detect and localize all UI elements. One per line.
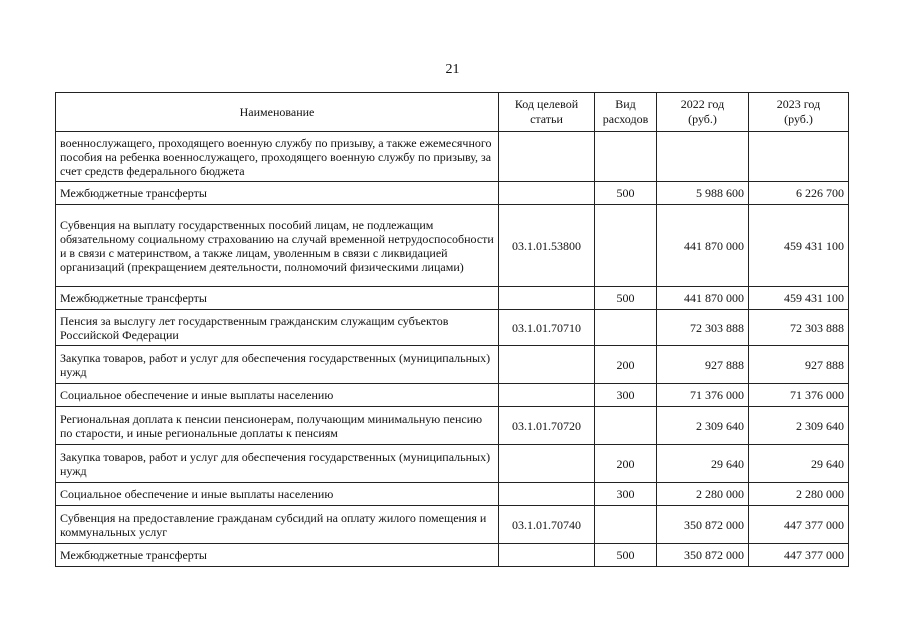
row-kind: 500 — [595, 544, 657, 567]
table-row — [56, 506, 849, 544]
row-code: 03.1.01.70710 — [499, 310, 595, 346]
row-name: Субвенция на предоставление гражданам субсидий на оплату жилого помещения и коммунальных услуг — [56, 506, 499, 544]
header-name: Наименование — [56, 93, 499, 132]
table-header-row — [56, 93, 849, 132]
row-2022: 350 872 000 — [657, 544, 749, 567]
row-name: Субвенция на выплату государственных пособий лицам, не подлежащим обязательному социальному страхованию на случай временной нетрудоспособности и в связи с материнством, а также лицам, уволенным в связи с ликвидацией организаций (прекращением деятельности, полномочий физическими лицами) — [56, 205, 499, 287]
row-2023 — [749, 132, 849, 182]
row-2023: 29 640 — [749, 445, 849, 483]
row-kind — [595, 407, 657, 445]
row-kind: 500 — [595, 287, 657, 310]
row-2022: 2 280 000 — [657, 483, 749, 506]
row-name: Межбюджетные трансферты — [56, 287, 499, 310]
row-2023: 927 888 — [749, 346, 849, 384]
table-row — [56, 346, 849, 384]
header-code: Код целевой статьи — [499, 93, 595, 132]
header-2022: 2022 год (руб.) — [657, 93, 749, 132]
table-row — [56, 205, 849, 287]
row-2023: 72 303 888 — [749, 310, 849, 346]
row-code: 03.1.01.70740 — [499, 506, 595, 544]
row-2023: 2 309 640 — [749, 407, 849, 445]
row-2022: 29 640 — [657, 445, 749, 483]
row-2022: 5 988 600 — [657, 182, 749, 205]
row-kind: 500 — [595, 182, 657, 205]
row-name: Социальное обеспечение и иные выплаты населению — [56, 483, 499, 506]
budget-table — [55, 92, 849, 567]
row-2022: 441 870 000 — [657, 205, 749, 287]
row-code — [499, 346, 595, 384]
row-name: Межбюджетные трансферты — [56, 182, 499, 205]
row-code — [499, 182, 595, 205]
row-code — [499, 445, 595, 483]
row-kind — [595, 205, 657, 287]
header-2023: 2023 год (руб.) — [749, 93, 849, 132]
row-name: Межбюджетные трансферты — [56, 544, 499, 567]
row-2023: 6 226 700 — [749, 182, 849, 205]
row-2023: 459 431 100 — [749, 287, 849, 310]
table-row — [56, 544, 849, 567]
row-kind — [595, 506, 657, 544]
row-code: 03.1.01.70720 — [499, 407, 595, 445]
row-2022 — [657, 132, 749, 182]
row-name: военнослужащего, проходящего военную службу по призыву, а также ежемесячного пособия на ребенка военнослужащего, проходящего военную службу по призыву, за счет средств федерального бюджета — [56, 132, 499, 182]
row-kind — [595, 310, 657, 346]
row-2022: 927 888 — [657, 346, 749, 384]
table-row — [56, 310, 849, 346]
table-row — [56, 132, 849, 182]
page-number: 21 — [445, 62, 460, 77]
row-kind — [595, 132, 657, 182]
row-code — [499, 544, 595, 567]
row-2022: 2 309 640 — [657, 407, 749, 445]
row-name: Региональная доплата к пенсии пенсионерам, получающим минимальную пенсию по старости, и иные региональные доплаты к пенсиям — [56, 407, 499, 445]
row-kind: 300 — [595, 483, 657, 506]
row-2022: 71 376 000 — [657, 384, 749, 407]
row-2023: 71 376 000 — [749, 384, 849, 407]
row-code: 03.1.01.53800 — [499, 205, 595, 287]
row-2022: 441 870 000 — [657, 287, 749, 310]
row-2023: 459 431 100 — [749, 205, 849, 287]
row-name: Пенсия за выслугу лет государственным гражданским служащим субъектов Российской Федерации — [56, 310, 499, 346]
row-2022: 72 303 888 — [657, 310, 749, 346]
table-row — [56, 483, 849, 506]
table-row — [56, 384, 849, 407]
table-row — [56, 182, 849, 205]
row-name: Закупка товаров, работ и услуг для обеспечения государственных (муниципальных) нужд — [56, 445, 499, 483]
row-code — [499, 483, 595, 506]
row-2022: 350 872 000 — [657, 506, 749, 544]
table-row — [56, 407, 849, 445]
row-name: Закупка товаров, работ и услуг для обеспечения государственных (муниципальных) нужд — [56, 346, 499, 384]
row-kind: 200 — [595, 445, 657, 483]
row-code — [499, 384, 595, 407]
row-kind: 300 — [595, 384, 657, 407]
row-code — [499, 287, 595, 310]
row-2023: 2 280 000 — [749, 483, 849, 506]
row-2023: 447 377 000 — [749, 544, 849, 567]
row-name: Социальное обеспечение и иные выплаты населению — [56, 384, 499, 407]
table-row — [56, 445, 849, 483]
header-kind: Вид расходов — [595, 93, 657, 132]
row-kind: 200 — [595, 346, 657, 384]
table-row — [56, 287, 849, 310]
row-code — [499, 132, 595, 182]
row-2023: 447 377 000 — [749, 506, 849, 544]
